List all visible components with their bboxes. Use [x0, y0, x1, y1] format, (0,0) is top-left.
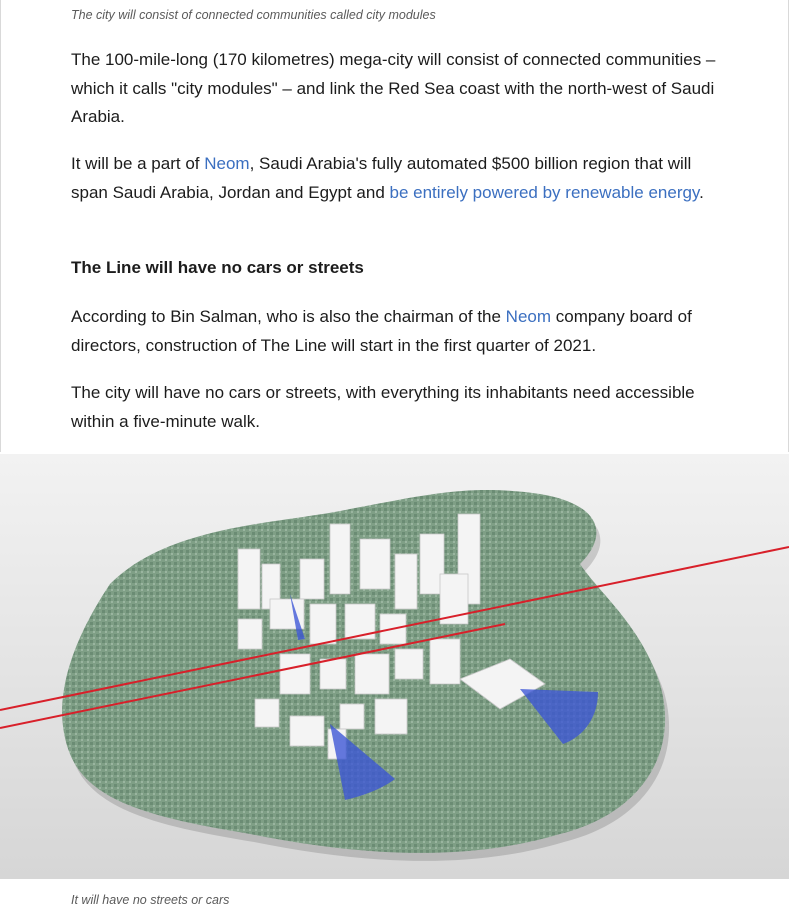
building — [355, 654, 389, 694]
building — [395, 649, 423, 679]
city-rendering-image — [0, 454, 789, 879]
neom-board-link[interactable]: Neom — [505, 307, 552, 326]
building — [360, 539, 390, 589]
building — [320, 659, 346, 689]
building — [290, 716, 324, 746]
building — [300, 559, 324, 599]
building — [310, 604, 336, 644]
paragraph-text: . — [699, 182, 704, 202]
image-caption-bottom: It will have no streets or cars — [71, 893, 230, 907]
building — [255, 699, 279, 727]
building — [430, 639, 460, 684]
paragraph-text: company board of directors, construction of The Line will start in the first quarter of 2021. — [71, 307, 692, 355]
building — [238, 549, 260, 609]
image-caption-top: The city will consist of connected communities called city modules — [71, 8, 436, 22]
building — [340, 704, 364, 729]
building — [395, 554, 417, 609]
city-rendering-illustration — [0, 454, 789, 879]
building — [280, 654, 310, 694]
paragraph-no-cars: The city will have no cars or streets, with everything its inhabitants need accessible within a five-minute walk. — [71, 383, 695, 431]
building — [375, 699, 407, 734]
paragraph-text: According to Bin Salman, who is also the chairman of the — [71, 307, 506, 326]
section-heading: The Line will have no cars or streets — [71, 258, 364, 277]
paragraph-text: It will be a part of — [71, 154, 205, 173]
building — [238, 619, 262, 649]
paragraph-text: , Saudi Arabia's fully automated $500 billion region that will span Saudi Arabia, Jordan and Egypt and — [71, 154, 692, 202]
paragraph-city-modules: The 100-mile-long (170 kilometres) mega-city will consist of connected communities – which it calls "city modules" – and link the Red Sea coast with the north-west of Saudi Arabia. — [71, 50, 716, 126]
paragraph-bin-salman — [71, 303, 731, 360]
paragraph-neom — [71, 150, 731, 207]
building — [330, 524, 350, 594]
neom-link[interactable]: Neom — [204, 154, 250, 173]
renewable-energy-link[interactable]: be entirely powered by renewable energy — [389, 182, 700, 202]
